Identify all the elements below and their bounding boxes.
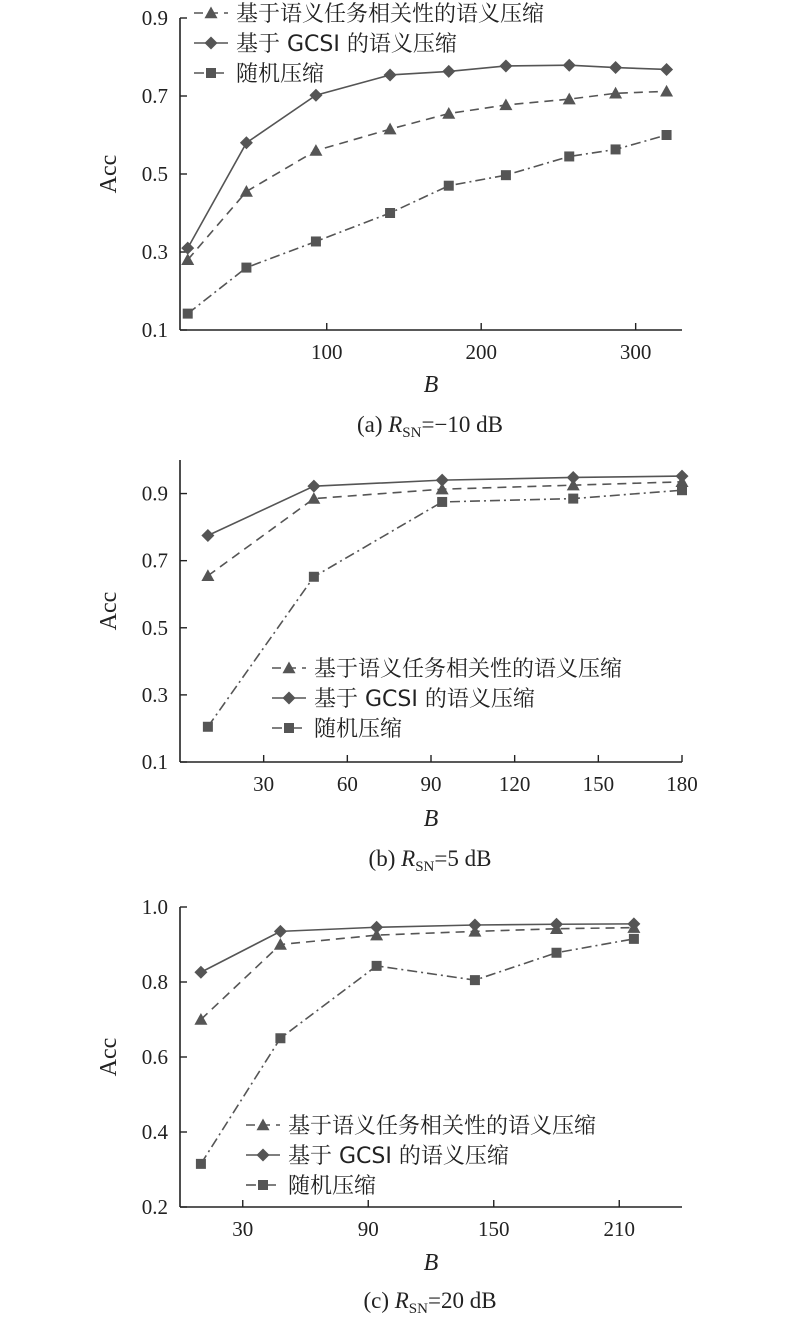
series-line bbox=[188, 65, 667, 248]
x-axis-label: B bbox=[423, 806, 439, 832]
y-tick-label: 0.4 bbox=[141, 1120, 168, 1144]
data-point bbox=[568, 494, 578, 504]
data-point bbox=[660, 63, 673, 76]
series-diamond bbox=[181, 59, 673, 255]
chart-panel-c bbox=[0, 885, 800, 1325]
legend-marker bbox=[284, 723, 294, 733]
data-point bbox=[564, 151, 574, 161]
x-tick-label: 90 bbox=[357, 1217, 379, 1241]
legend-label: 随机压缩 bbox=[288, 1174, 377, 1199]
data-point bbox=[444, 181, 454, 191]
legend-marker bbox=[206, 68, 216, 78]
data-point bbox=[385, 208, 395, 218]
data-point bbox=[470, 975, 480, 985]
x-tick-label: 150 bbox=[582, 772, 615, 796]
panel-caption: (c) $R_{SN}=20$ dB bbox=[363, 1288, 497, 1317]
data-point bbox=[436, 474, 449, 487]
y-tick-label: 0.3 bbox=[141, 682, 168, 707]
data-point bbox=[203, 722, 213, 732]
y-tick-label: 0.9 bbox=[141, 481, 168, 506]
x-tick-label: 30 bbox=[232, 1217, 254, 1241]
x-tick-label: 300 bbox=[619, 340, 652, 364]
panel-caption: (b) $R_{SN}=5$ dB bbox=[368, 846, 492, 875]
y-tick-label: 0.5 bbox=[141, 162, 168, 186]
x-tick-label: 90 bbox=[420, 772, 442, 796]
y-tick-label: 0.6 bbox=[141, 1045, 168, 1069]
series-line bbox=[188, 91, 667, 259]
data-point bbox=[660, 85, 673, 97]
series-triangle bbox=[201, 475, 688, 581]
data-point bbox=[309, 144, 322, 156]
data-point bbox=[437, 497, 447, 507]
data-point bbox=[311, 236, 321, 246]
legend-label: 基于 GCSI 的语义压缩 bbox=[288, 1144, 509, 1169]
panel-caption: (a) $R_{SN}=-10$ dB bbox=[356, 412, 504, 440]
series-square bbox=[183, 130, 672, 319]
data-point bbox=[201, 569, 214, 581]
y-tick-label: 0.5 bbox=[141, 615, 168, 640]
data-point bbox=[384, 68, 397, 81]
data-point bbox=[442, 65, 455, 78]
y-axis-label: Acc bbox=[96, 591, 122, 631]
series-triangle bbox=[181, 85, 673, 265]
series-triangle bbox=[194, 921, 640, 1025]
data-point bbox=[201, 529, 214, 542]
data-point bbox=[662, 130, 672, 140]
legend-marker bbox=[283, 692, 296, 705]
y-tick-label: 0.2 bbox=[141, 1195, 168, 1219]
y-axis-label: Acc bbox=[96, 1037, 122, 1077]
series-line bbox=[188, 135, 667, 314]
x-tick-label: 30 bbox=[253, 772, 275, 796]
data-point bbox=[501, 170, 511, 180]
data-point bbox=[241, 263, 251, 273]
data-point bbox=[499, 98, 512, 110]
y-axis-label: Acc bbox=[96, 154, 122, 194]
data-point bbox=[370, 921, 383, 934]
data-point bbox=[309, 89, 322, 102]
y-tick-label: 0.1 bbox=[141, 318, 168, 342]
legend-marker bbox=[258, 1180, 268, 1190]
y-tick-label: 0.3 bbox=[141, 240, 168, 264]
series-line bbox=[201, 928, 634, 1020]
data-point bbox=[567, 471, 580, 484]
legend-label: 基于 GCSI 的语义压缩 bbox=[236, 32, 457, 57]
chart-panel-b bbox=[0, 442, 800, 882]
legend-label: 随机压缩 bbox=[314, 717, 403, 742]
data-point bbox=[677, 485, 687, 495]
series-line bbox=[201, 924, 634, 972]
data-point bbox=[274, 925, 287, 938]
x-axis-label: B bbox=[423, 372, 439, 398]
data-point bbox=[499, 59, 512, 72]
legend-marker bbox=[257, 1149, 270, 1162]
data-point bbox=[609, 61, 622, 74]
y-tick-label: 0.8 bbox=[141, 970, 168, 994]
series-diamond bbox=[194, 917, 640, 978]
legend-label: 基于语义任务相关性的语义压缩 bbox=[236, 2, 545, 27]
data-point bbox=[629, 934, 639, 944]
data-point bbox=[309, 572, 319, 582]
x-tick-label: 180 bbox=[666, 772, 698, 796]
data-point bbox=[372, 961, 382, 971]
y-tick-label: 0.7 bbox=[141, 548, 168, 573]
legend-label: 基于语义任务相关性的语义压缩 bbox=[314, 657, 623, 682]
data-point bbox=[552, 948, 562, 958]
legend-marker bbox=[205, 37, 218, 50]
x-tick-label: 120 bbox=[498, 772, 531, 796]
y-tick-label: 0.1 bbox=[141, 750, 168, 774]
x-tick-label: 60 bbox=[336, 772, 358, 796]
data-point bbox=[240, 136, 253, 149]
data-point bbox=[196, 1159, 206, 1169]
x-tick-label: 200 bbox=[465, 340, 497, 364]
data-point bbox=[442, 107, 455, 119]
data-point bbox=[563, 59, 576, 72]
x-axis-label: B bbox=[423, 1250, 439, 1276]
x-tick-label: 150 bbox=[478, 1217, 510, 1241]
data-point bbox=[183, 309, 193, 319]
data-point bbox=[563, 93, 576, 105]
y-tick-label: 1.0 bbox=[141, 895, 168, 919]
x-tick-label: 100 bbox=[310, 340, 343, 364]
legend-label: 基于语义任务相关性的语义压缩 bbox=[288, 1114, 597, 1139]
data-point bbox=[611, 144, 621, 154]
legend-label: 随机压缩 bbox=[236, 62, 325, 87]
data-point bbox=[275, 1033, 285, 1043]
data-point bbox=[240, 185, 253, 197]
data-point bbox=[676, 470, 689, 483]
legend-label: 基于 GCSI 的语义压缩 bbox=[314, 687, 535, 712]
y-tick-label: 0.9 bbox=[141, 6, 168, 30]
data-point bbox=[307, 480, 320, 493]
data-point bbox=[194, 966, 207, 979]
x-tick-label: 210 bbox=[603, 1217, 635, 1241]
data-point bbox=[384, 123, 397, 135]
chart-panel-a bbox=[0, 0, 800, 440]
data-point bbox=[468, 919, 481, 932]
y-tick-label: 0.7 bbox=[141, 84, 168, 108]
